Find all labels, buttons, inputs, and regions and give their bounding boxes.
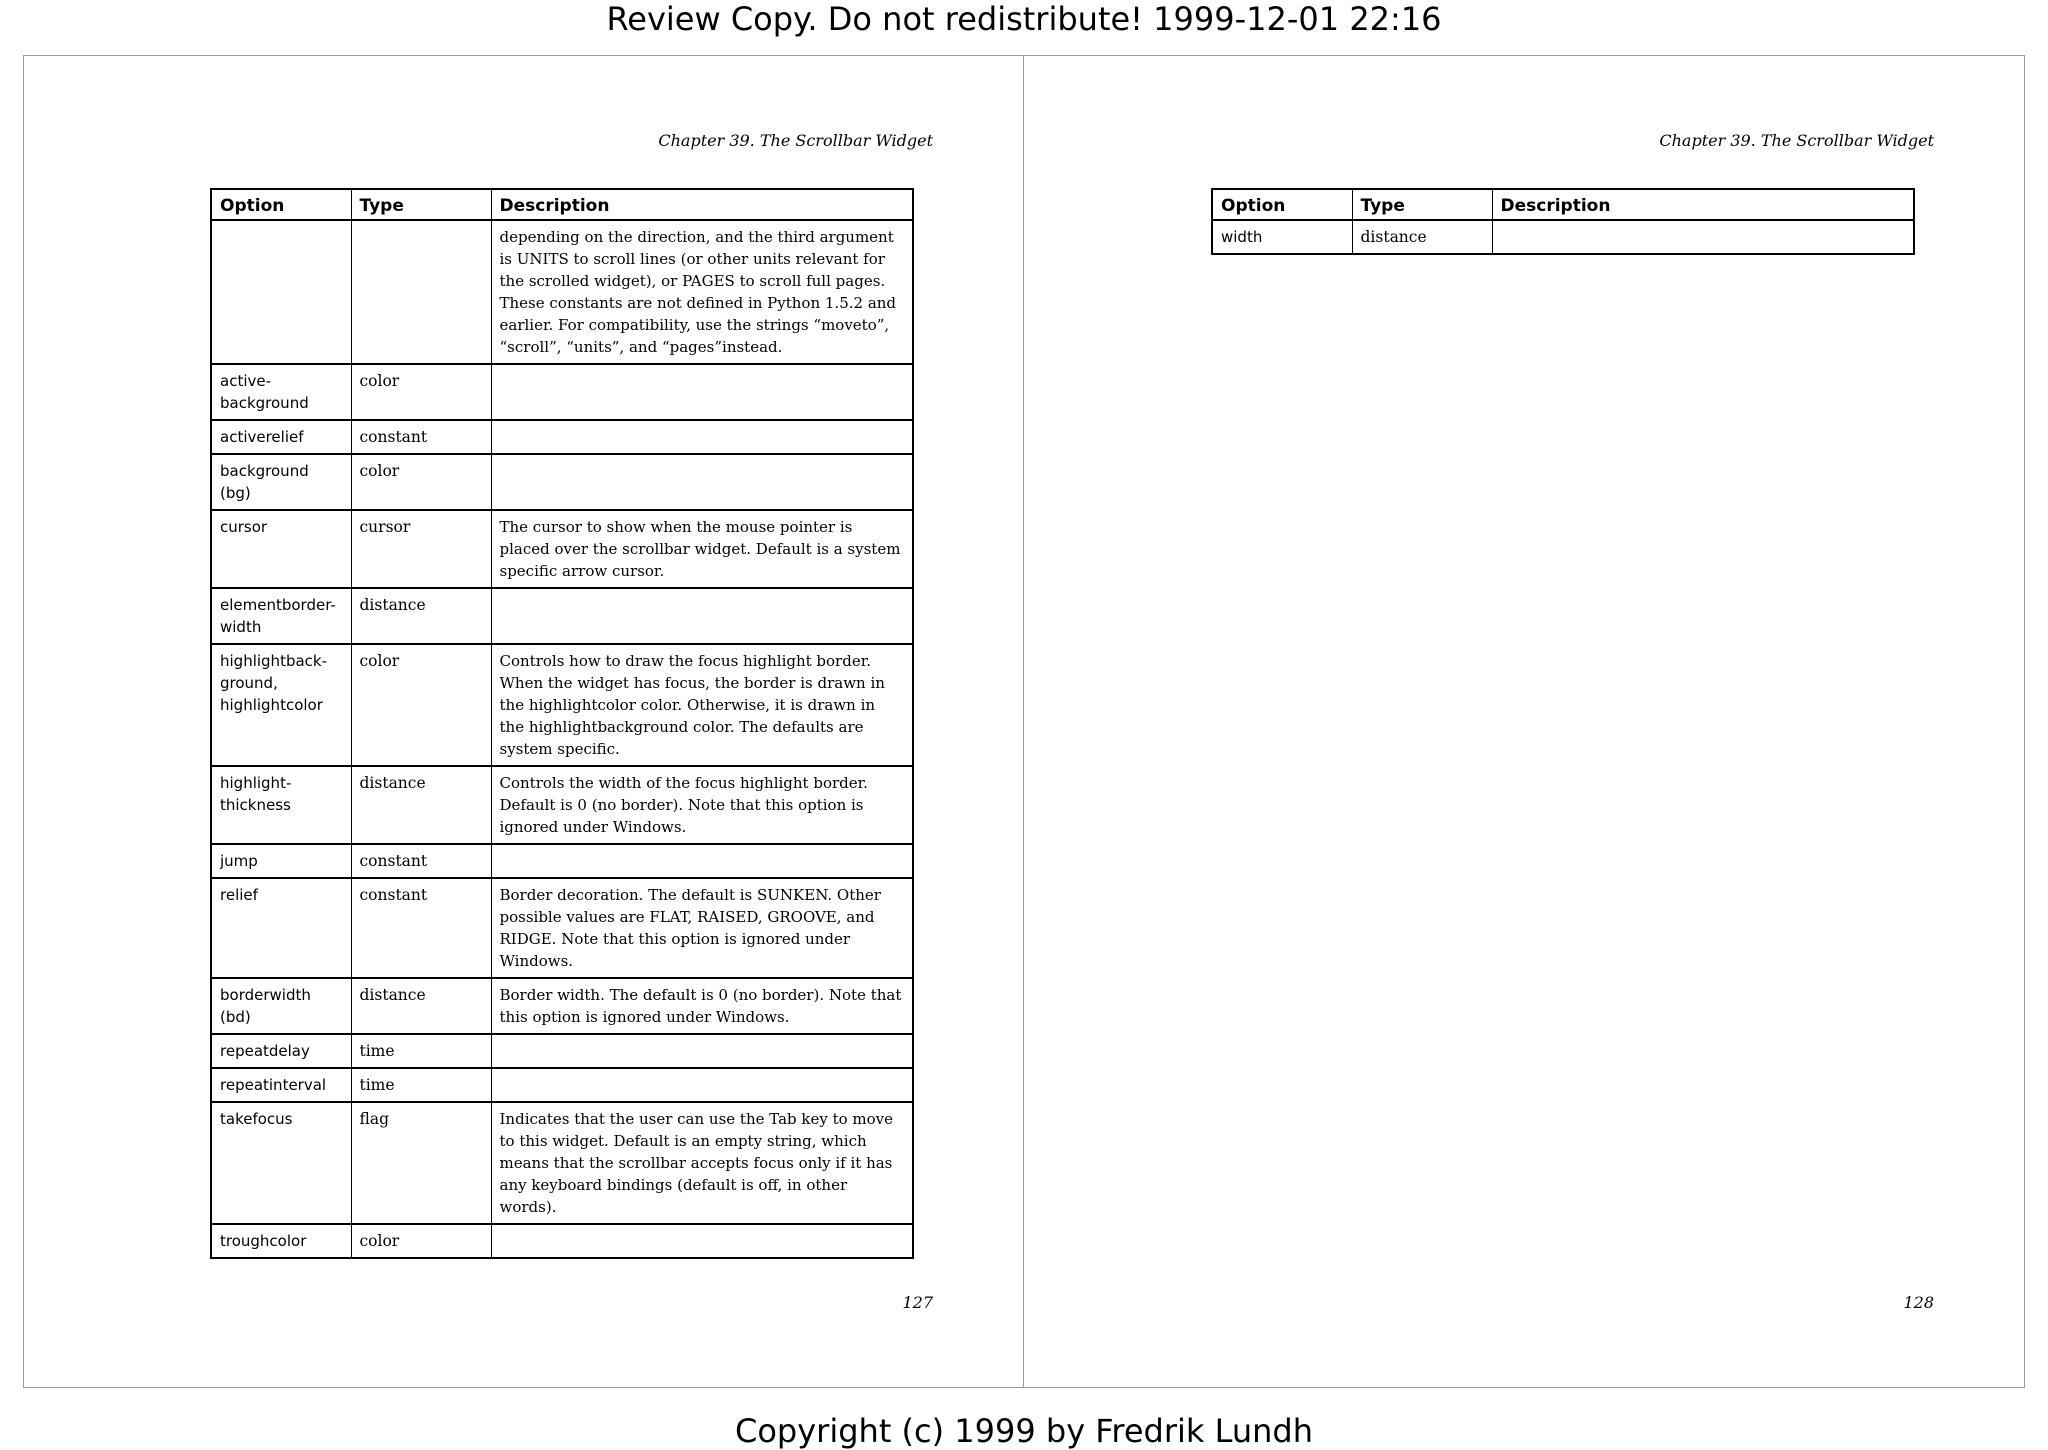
- table-row: [211, 1224, 913, 1258]
- header-description: Description: [491, 189, 913, 220]
- header-description: Description: [1492, 189, 1914, 220]
- type-cell: distance: [1352, 220, 1492, 254]
- options-table: [1211, 188, 1915, 255]
- description-cell: Border decoration. The default is SUNKEN. Other possible values are FLAT, RAISED, GROOVE, and RIDGE. Note that this option is ignored under Windows.: [491, 878, 913, 978]
- option-cell: repeatinterval: [211, 1068, 351, 1102]
- option-cell: activerelief: [211, 420, 351, 454]
- table-row: [211, 1034, 913, 1068]
- type-cell: distance: [351, 978, 491, 1034]
- table-row: [1212, 220, 1914, 254]
- type-cell: [351, 220, 491, 364]
- type-cell: color: [351, 1224, 491, 1258]
- option-cell: width: [1212, 220, 1352, 254]
- table-row: [211, 1068, 913, 1102]
- type-cell: distance: [351, 588, 491, 644]
- type-cell: time: [351, 1068, 491, 1102]
- options-table: [210, 188, 914, 1259]
- table-row: [211, 510, 913, 588]
- review-copy-banner: Review Copy. Do not redistribute! 1999-12-01 22:16: [606, 0, 1442, 38]
- table-row: [211, 766, 913, 844]
- option-cell: borderwidth (bd): [211, 978, 351, 1034]
- type-cell: distance: [351, 766, 491, 844]
- description-cell: depending on the direction, and the third argument is UNITS to scroll lines (or other units relevant for the scrolled widget), or PAGES to scroll full pages. These constants are not defined in Python 1.5.2 and earlier. For compatibility, use the strings “moveto”, “scroll”, “units”, and “pages”instead.: [491, 220, 913, 364]
- description-cell: [491, 454, 913, 510]
- table-row: [211, 454, 913, 510]
- table-header-row: [211, 189, 913, 220]
- option-cell: cursor: [211, 510, 351, 588]
- option-cell: highlight-thickness: [211, 766, 351, 844]
- description-cell: [491, 1034, 913, 1068]
- type-cell: color: [351, 644, 491, 766]
- type-cell: time: [351, 1034, 491, 1068]
- table-row: [211, 978, 913, 1034]
- copyright-banner: Copyright (c) 1999 by Fredrik Lundh: [735, 1412, 1313, 1450]
- description-cell: Controls how to draw the focus highlight border. When the widget has focus, the border is drawn in the highlightcolor color. Otherwise, it is drawn in the highlightbackground color. The defaults are system specific.: [491, 644, 913, 766]
- option-cell: relief: [211, 878, 351, 978]
- page-number: 128: [1903, 1293, 1934, 1312]
- table-header-row: [1212, 189, 1914, 220]
- header-option: Option: [1212, 189, 1352, 220]
- option-cell: jump: [211, 844, 351, 878]
- header-type: Type: [351, 189, 491, 220]
- description-cell: [491, 588, 913, 644]
- table-row: [211, 878, 913, 978]
- running-head: Chapter 39. The Scrollbar Widget: [658, 131, 933, 150]
- header-type: Type: [1352, 189, 1492, 220]
- option-cell: repeatdelay: [211, 1034, 351, 1068]
- description-cell: [491, 364, 913, 420]
- description-cell: Indicates that the user can use the Tab key to move to this widget. Default is an empty string, which means that the scrollbar accepts focus only if it has any keyboard bindings (default is off, in other words).: [491, 1102, 913, 1224]
- table-row: [211, 1102, 913, 1224]
- type-cell: color: [351, 454, 491, 510]
- type-cell: constant: [351, 844, 491, 878]
- description-cell: [491, 420, 913, 454]
- type-cell: cursor: [351, 510, 491, 588]
- type-cell: constant: [351, 878, 491, 978]
- description-cell: The cursor to show when the mouse pointer is placed over the scrollbar widget. Default is a system specific arrow cursor.: [491, 510, 913, 588]
- type-cell: color: [351, 364, 491, 420]
- option-cell: takefocus: [211, 1102, 351, 1224]
- type-cell: flag: [351, 1102, 491, 1224]
- table-row: [211, 420, 913, 454]
- page-number: 127: [902, 1293, 933, 1312]
- description-cell: Controls the width of the focus highlight border. Default is 0 (no border). Note that this option is ignored under Windows.: [491, 766, 913, 844]
- type-cell: constant: [351, 420, 491, 454]
- option-cell: [211, 220, 351, 364]
- table-row: [211, 588, 913, 644]
- option-cell: active-background: [211, 364, 351, 420]
- option-cell: highlightback-ground, highlightcolor: [211, 644, 351, 766]
- description-cell: [491, 844, 913, 878]
- table-row: [211, 364, 913, 420]
- table-row: [211, 644, 913, 766]
- description-cell: Border width. The default is 0 (no border). Note that this option is ignored under Windows.: [491, 978, 913, 1034]
- description-cell: [491, 1224, 913, 1258]
- option-cell: elementborder-width: [211, 588, 351, 644]
- description-cell: [491, 1068, 913, 1102]
- table-row: [211, 220, 913, 364]
- table-row: [211, 844, 913, 878]
- option-cell: troughcolor: [211, 1224, 351, 1258]
- option-cell: background (bg): [211, 454, 351, 510]
- running-head: Chapter 39. The Scrollbar Widget: [1659, 131, 1934, 150]
- header-option: Option: [211, 189, 351, 220]
- description-cell: [1492, 220, 1914, 254]
